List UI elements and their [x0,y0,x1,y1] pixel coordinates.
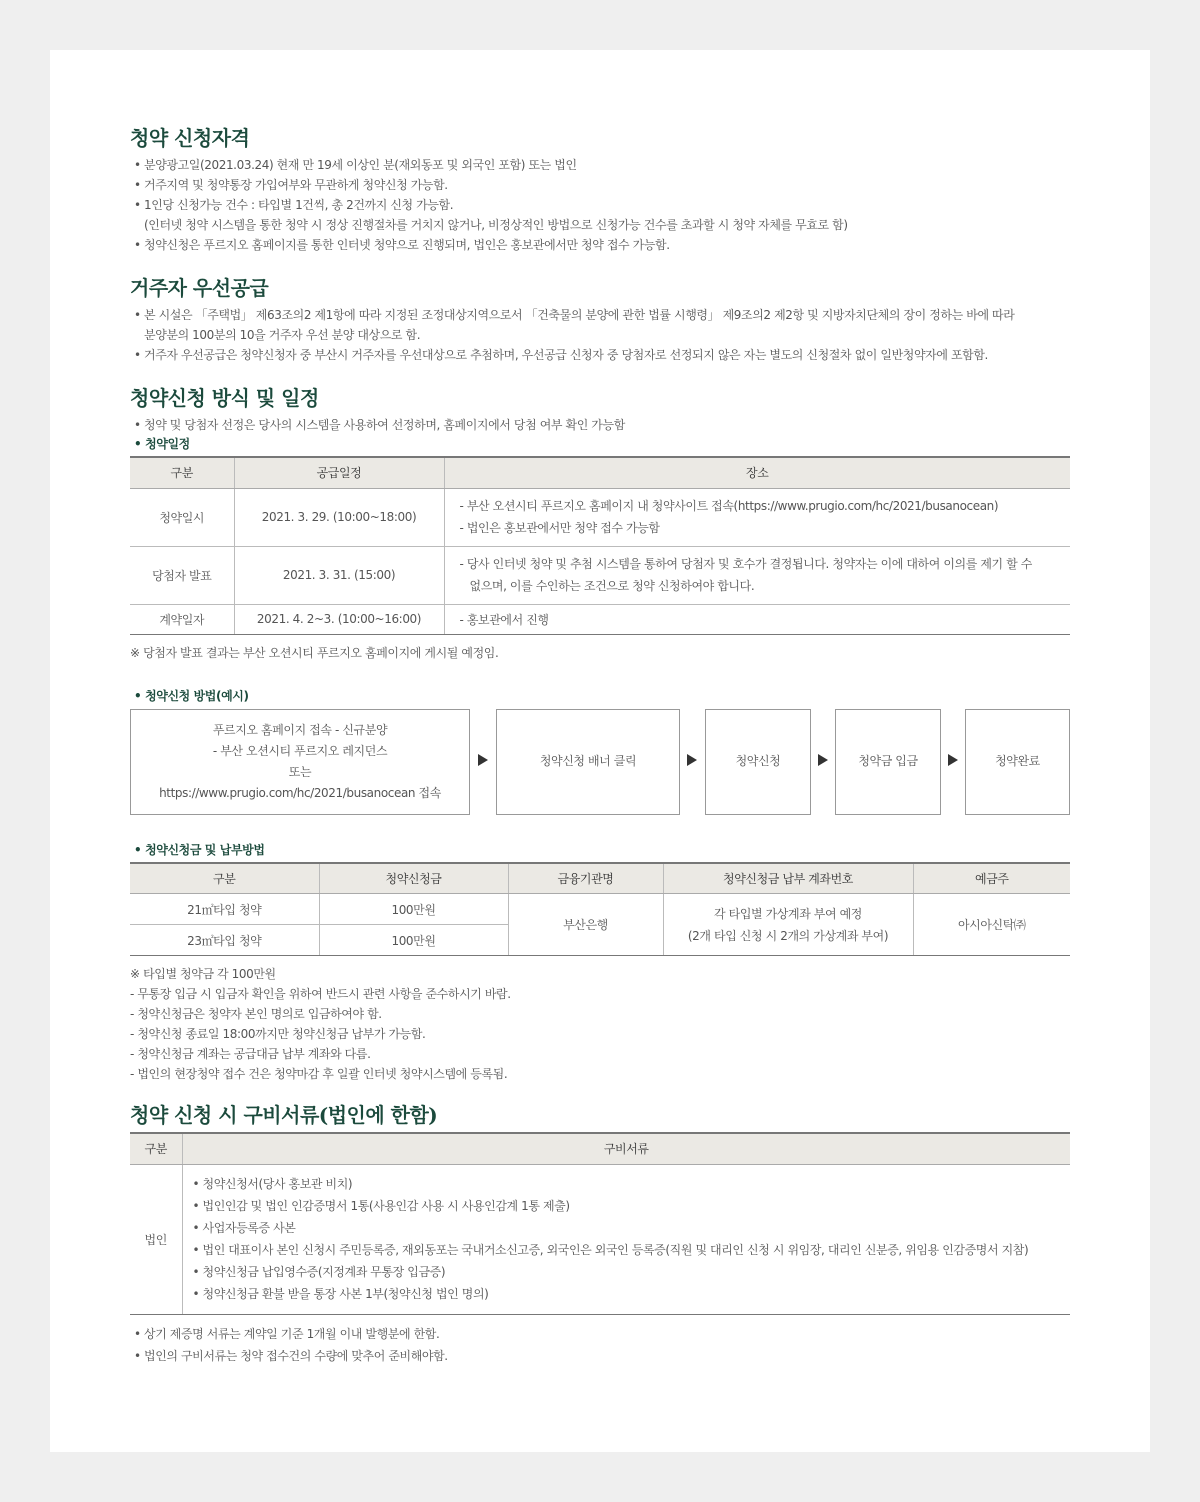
list-item: • 청약신청은 푸르지오 홈페이지를 통한 인터넷 청약으로 진행되며, 법인은 홍보관에서만 청약 접수 가능함. [134,235,1070,255]
note-line: - 청약신청금 계좌는 공급대금 납부 계좌와 다름. [130,1047,371,1061]
cell-line: - 부산 오션시티 푸르지오 홈페이지 내 청약사이트 접속(https://www.prugio.com/hc/2021/busanocean) [459,499,999,513]
list-item: • 법인인감 및 법인 인감증명서 1통(사용인감 사용 시 사용인감계 1통 제출) [193,1195,1071,1217]
table-header: 예금주 [913,863,1070,894]
table-row [130,488,1070,546]
list-item: • 거주지역 및 청약통장 가입여부와 무관하게 청약신청 가능함. [134,175,1070,195]
documents-list [193,1173,1071,1305]
arrow-right-icon [948,754,958,766]
list-item: • 상기 제증명 서류는 계약일 기준 1개월 이내 발행분에 한함. [134,1323,1070,1345]
list-item: (인터넷 청약 시스템을 통한 청약 시 정상 진행절차를 거치지 않거나, 비정상적인 방법으로 신청가능 건수를 초과할 시 청약 자체를 무효로 함) [144,218,848,232]
cell-line: - 법인은 홍보관에서만 청약 접수 가능함 [459,521,660,535]
method-list [134,415,1070,435]
flow-step-homepage [130,709,470,815]
section-title-method-schedule: 청약신청 방식 및 일정 [130,386,319,410]
table-cell [444,546,1070,604]
list-item: • 법인 대표이사 본인 신청시 주민등록증, 재외동포는 국내거소신고증, 외국인은 외국인 등록증(직원 및 대리인 신청 시 위임장, 대리인 신분증, 위임용 인감증명서 지참) [193,1239,1071,1261]
note-line: - 청약신청 종료일 18:00까지만 청약신청금 납부가 가능함. [130,1027,426,1041]
document-page [50,50,1150,1452]
list-item: • 거주자 우선공급은 청약신청자 중 부산시 거주자를 우선대상으로 추첨하며, 우선공급 신청자 중 당첨자로 선정되지 않은 자는 별도의 신청절차 없이 일반청약자에 포함함. [134,345,1070,365]
table-header: 구분 [130,1133,182,1164]
section-title-resident-priority: 거주자 우선공급 [130,276,269,300]
flow-step-complete: 청약완료 [965,709,1070,815]
resident-priority-list [134,305,1070,365]
flow-line: https://www.prugio.com/hc/2021/busanocean 접속 [159,785,441,800]
section-title-documents: 청약 신청 시 구비서류(법인에 한함) [130,1103,438,1127]
table-header: 청약신청금 납부 계좌번호 [663,863,913,894]
list-item: • 본 시설은 「주택법」 제63조의2 제1항에 따라 지정된 조정대상지역으로서 「건축물의 분양에 관한 법률 시행령」 제9조의2 제2항 및 지방자치단체의 장이 정하는 바에 따라 [134,305,1070,325]
table-cell: - 홍보관에서 진행 [444,604,1070,634]
eligibility-list [134,155,1070,255]
method-label: • 청약신청 방법(예시) [134,687,1070,705]
table-header: 공급일정 [234,457,444,488]
table-header: 구비서류 [182,1133,1070,1164]
table-cell: 23㎡타입 청약 [130,925,319,956]
table-header: 구분 [130,457,234,488]
table-header: 금융기관명 [508,863,663,894]
deposit-label: • 청약신청금 및 납부방법 [134,841,1070,859]
document-content [130,125,1070,1367]
schedule-note: ※ 당첨자 발표 결과는 부산 오션시티 푸르지오 홈페이지에 게시될 예정임. [130,645,499,660]
table-header: 장소 [444,457,1070,488]
table-cell: 법인 [130,1164,182,1314]
table-cell: 2021. 4. 2~3. (10:00~16:00) [234,604,444,634]
deposit-notes [130,964,1070,1084]
arrow-right-icon [687,754,697,766]
cell-line: - 당사 인터넷 청약 및 추첨 시스템을 통하여 당첨자 및 호수가 결정됩니다. 청약자는 이에 대하여 이의를 제기 할 수 [459,557,1032,571]
schedule-label: • 청약일정 [134,435,1070,453]
table-header-row [130,457,1070,488]
cell-line: (2개 타입 신청 시 2개의 가상계좌 부여) [687,928,889,943]
table-cell [444,488,1070,546]
note-line: ※ 타입별 청약금 각 100만원 [130,967,276,981]
deposit-table [130,862,1070,957]
table-header: 청약신청금 [319,863,508,894]
list-item: 분양분의 100분의 10을 거주자 우선 분양 대상으로 함. [144,328,421,342]
cell-line: 없으며, 이를 수인하는 조건으로 청약 신청하여야 합니다. [469,579,755,593]
table-row [130,1164,1070,1314]
table-row [130,894,1070,925]
list-item: • 청약신청서(당사 홍보관 비치) [193,1173,1071,1195]
table-header-row [130,863,1070,894]
documents-table [130,1132,1070,1315]
documents-notes [134,1323,1070,1367]
application-flow [130,709,1070,815]
list-item: • 법인의 구비서류는 청약 접수건의 수량에 맞추어 준비해야함. [134,1345,1070,1367]
schedule-table [130,456,1070,635]
arrow-right-icon [818,754,828,766]
flow-line: 푸르지오 홈페이지 접속 - 신규분양 [212,722,388,737]
table-row [130,604,1070,634]
list-item: • 분양광고일(2021.03.24) 현재 만 19세 이상인 분(재외동포 및 외국인 포함) 또는 법인 [134,155,1070,175]
cell-line: 각 타입별 가상계좌 부여 예정 [714,906,862,921]
arrow-right-icon [478,754,488,766]
flow-step-apply: 청약신청 [705,709,811,815]
list-item: • 청약신청금 환불 받을 통장 사본 1부(청약신청 법인 명의) [193,1283,1071,1305]
table-cell: 21㎡타입 청약 [130,894,319,925]
flow-line: 또는 [288,764,312,779]
table-cell: 당첨자 발표 [130,546,234,604]
table-cell: 청약일시 [130,488,234,546]
table-header: 구분 [130,863,319,894]
table-cell: 부산은행 [508,894,663,956]
table-cell: 계약일자 [130,604,234,634]
list-item: • 청약 및 당첨자 선정은 당사의 시스템을 사용하여 선정하며, 홈페이지에서 당첨 여부 확인 가능함 [134,415,1070,435]
table-cell: 2021. 3. 29. (10:00~18:00) [234,488,444,546]
table-cell: 100만원 [319,894,508,925]
table-cell: 100만원 [319,925,508,956]
note-line: - 청약신청금은 청약자 본인 명의로 입금하여야 함. [130,1007,382,1021]
note-line: - 법인의 현장청약 접수 건은 청약마감 후 일괄 인터넷 청약시스템에 등록됨. [130,1067,508,1081]
list-item: • 1인당 신청가능 건수 : 타입별 1건씩, 총 2건까지 신청 가능함. [134,195,1070,215]
flow-line: - 부산 오션시티 푸르지오 레지던스 [212,743,388,758]
list-item: • 청약신청금 납입영수증(지정계좌 무통장 입금증) [193,1261,1071,1283]
table-row [130,546,1070,604]
table-cell: 2021. 3. 31. (15:00) [234,546,444,604]
list-item: • 사업자등록증 사본 [193,1217,1071,1239]
table-cell [182,1164,1070,1314]
note-line: - 무통장 입금 시 입금자 확인을 위하여 반드시 관련 사항을 준수하시기 바람. [130,987,511,1001]
table-cell: 아시아신탁㈜ [913,894,1070,956]
table-header-row [130,1133,1070,1164]
flow-step-banner: 청약신청 배너 클릭 [496,709,680,815]
table-cell [663,894,913,956]
section-title-eligibility: 청약 신청자격 [130,126,250,150]
flow-step-deposit: 청약금 입금 [835,709,941,815]
